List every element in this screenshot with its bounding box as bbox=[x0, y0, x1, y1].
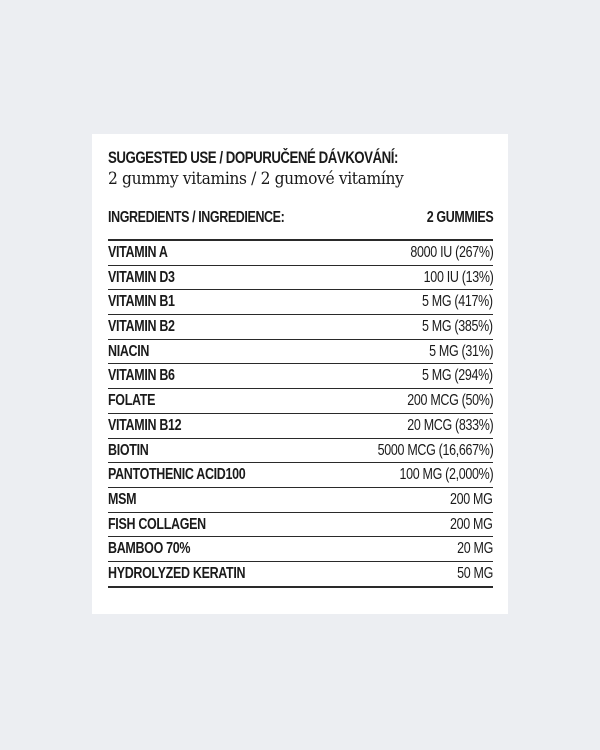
ingredients-header-label: INGREDIENTS / INGREDIENCE: bbox=[108, 209, 285, 226]
table-row bbox=[108, 389, 493, 414]
suggested-use-text: 2 gummy vitamins / 2 gumové vitamíny bbox=[108, 169, 404, 188]
table-row bbox=[108, 364, 493, 389]
ingredient-amount: 5 MG (294%) bbox=[422, 367, 493, 385]
table-row bbox=[108, 537, 493, 562]
ingredient-name: VITAMIN B1 bbox=[108, 293, 175, 311]
table-row bbox=[108, 488, 493, 513]
ingredients-table bbox=[108, 239, 493, 588]
serving-size-label: 2 GUMMIES bbox=[426, 209, 493, 226]
ingredient-name: VITAMIN D3 bbox=[108, 268, 175, 286]
ingredient-amount: 5 MG (417%) bbox=[422, 293, 493, 311]
ingredient-name: MSM bbox=[108, 490, 137, 508]
ingredient-amount: 100 IU (13%) bbox=[423, 268, 493, 286]
ingredient-name: VITAMIN B2 bbox=[108, 318, 175, 336]
ingredients-header bbox=[108, 207, 493, 229]
ingredient-name: HYDROLYZED KERATIN bbox=[108, 564, 246, 582]
ingredient-amount: 50 MG bbox=[457, 564, 493, 582]
table-row bbox=[108, 439, 493, 464]
ingredient-name: VITAMIN A bbox=[108, 244, 168, 261]
ingredient-name: VITAMIN B6 bbox=[108, 367, 175, 385]
ingredient-amount: 5 MG (385%) bbox=[422, 318, 493, 336]
table-row bbox=[108, 266, 493, 291]
ingredient-amount: 20 MCG (833%) bbox=[406, 416, 493, 434]
ingredient-amount: 200 MG bbox=[450, 515, 493, 533]
ingredient-name: BAMBOO 70% bbox=[108, 540, 191, 558]
ingredient-amount: 8000 IU (267%) bbox=[409, 244, 493, 261]
ingredient-name: FISH COLLAGEN bbox=[108, 515, 206, 533]
ingredient-name: NIACIN bbox=[108, 342, 150, 360]
suggested-use-title: SUGGESTED USE / DOPURUČENÉ DÁVKOVÁNÍ: bbox=[108, 148, 398, 167]
ingredient-amount: 5 MG (31%) bbox=[428, 342, 493, 360]
table-row bbox=[108, 463, 493, 488]
table-row bbox=[108, 290, 493, 315]
table-row bbox=[108, 241, 493, 266]
ingredient-amount: 100 MG (2,000%) bbox=[399, 466, 493, 484]
ingredient-amount: 5000 MCG (16,667%) bbox=[377, 441, 493, 459]
ingredient-amount: 20 MG bbox=[457, 540, 493, 558]
ingredient-name: BIOTIN bbox=[108, 441, 149, 459]
ingredient-amount: 200 MCG (50%) bbox=[406, 392, 493, 410]
supplement-facts-card bbox=[92, 134, 508, 614]
ingredient-amount: 200 MG bbox=[450, 490, 493, 508]
ingredient-name: VITAMIN B12 bbox=[108, 416, 182, 434]
table-row bbox=[108, 562, 493, 588]
table-row bbox=[108, 513, 493, 538]
table-row bbox=[108, 414, 493, 439]
table-row bbox=[108, 315, 493, 340]
ingredient-name: FOLATE bbox=[108, 392, 156, 410]
table-row bbox=[108, 340, 493, 365]
ingredient-name: PANTOTHENIC ACID100 bbox=[108, 466, 246, 484]
